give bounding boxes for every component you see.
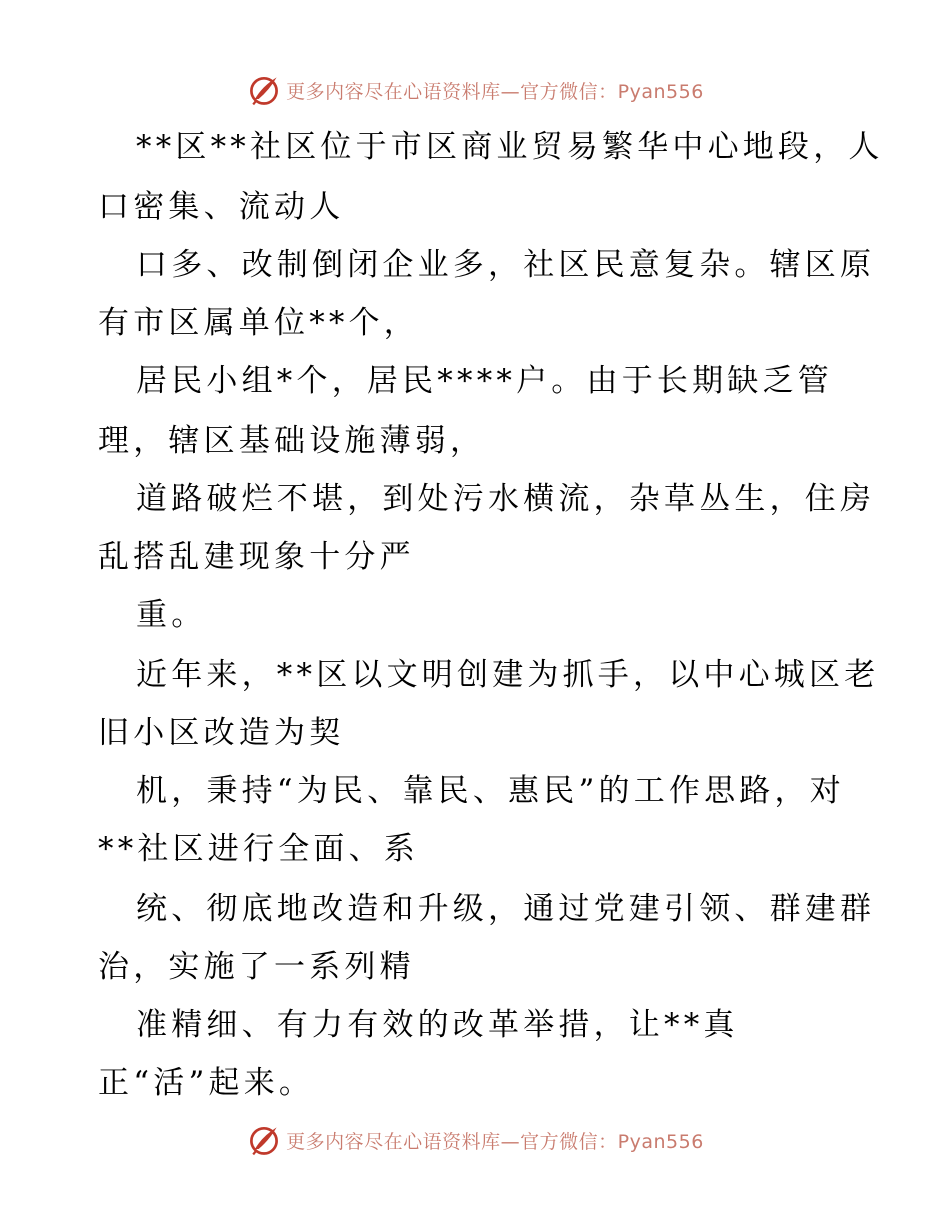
quill-logo-icon [246,1122,282,1158]
body-line: 重。 [136,597,207,633]
body-line: 口密集、流动人 [98,189,345,225]
body-line: 乱搭乱建现象十分严 [98,539,415,575]
body-line: 正“活”起来。 [98,1065,315,1101]
body-line: 机，秉持“为民、靠民、惠民”的工作思路，对 [136,773,845,809]
watermark-text: 更多内容尽在心语资料库—官方微信：Pyan556 [286,80,704,103]
body-line: 统、彻底地改造和升级，通过党建引领、群建群 [136,891,876,927]
body-line: 居民小组*个，居民****户。由于长期缺乏管 [136,363,833,399]
body-line: 道路破烂不堪，到处污水横流，杂草丛生，住房 [136,481,876,517]
body-line: 治，实施了一系列精 [98,949,415,985]
watermark-text: 更多内容尽在心语资料库—官方微信：Pyan556 [286,1130,704,1153]
body-line: 理，辖区基础设施薄弱， [98,423,486,459]
body-line: 准精细、有力有效的改革举措，让**真 [136,1007,739,1043]
body-line: 口多、改制倒闭企业多，社区民意复杂。辖区原 [136,247,876,283]
header-watermark [0,70,950,110]
body-line: 近年来，**区以文明创建为抓手，以中心城区老 [136,657,880,693]
footer-watermark [0,1120,950,1160]
body-line: 旧小区改造为契 [98,715,345,751]
body-line: **社区进行全面、系 [98,831,419,867]
body-line: 有市区属单位**个， [98,305,419,341]
body-line: **区**社区位于市区商业贸易繁华中心地段，人 [136,129,884,165]
quill-logo-icon [246,72,282,108]
